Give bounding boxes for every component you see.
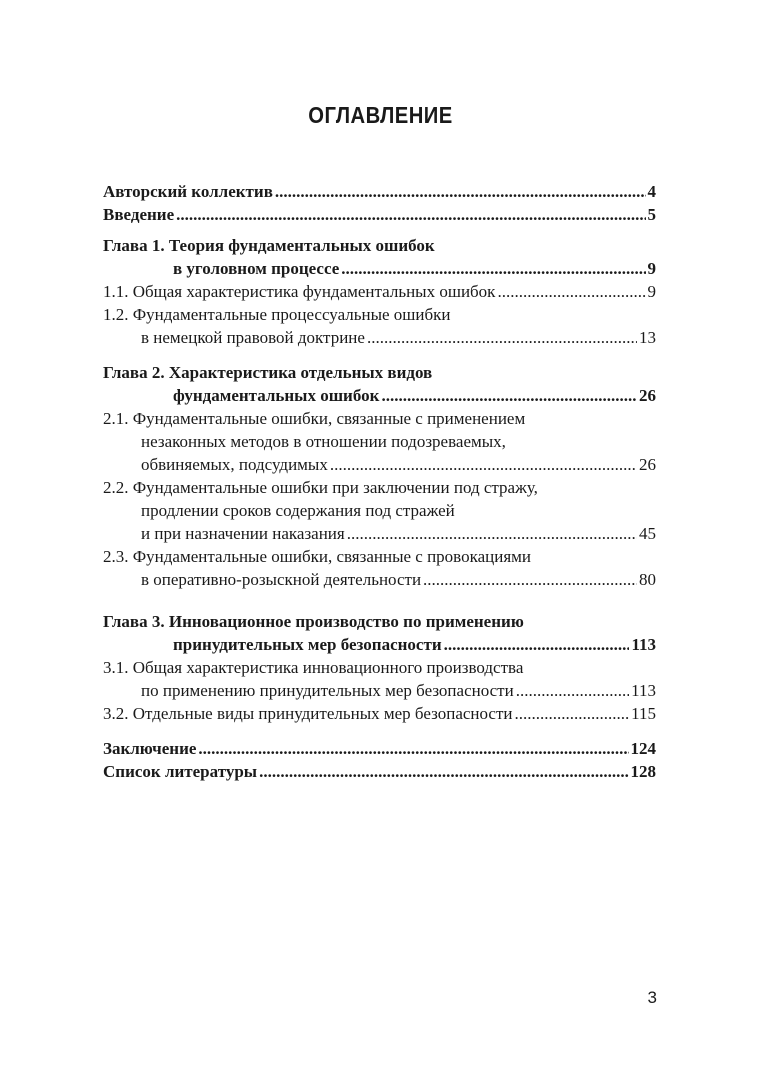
page-number: 3 (647, 988, 657, 1007)
toc-chapter-3-title[interactable]: Глава 3. Инновационное производство по применению (103, 612, 524, 631)
table-of-contents (103, 180, 656, 783)
dot-leader (341, 257, 645, 280)
toc-entry-section-1-2[interactable] (103, 326, 656, 349)
dot-leader (444, 633, 630, 656)
toc-entry-text: в уголовном процессе (173, 259, 340, 278)
toc-page-number: 113 (631, 635, 656, 654)
dot-leader (516, 679, 629, 702)
toc-entry-text: 1.1. Общая характеристика фундаментальных ошибок (103, 282, 496, 301)
dot-leader (381, 384, 637, 407)
toc-entry-text: Список литературы (103, 762, 258, 781)
dot-leader (515, 702, 630, 725)
dot-leader (347, 522, 637, 545)
dot-leader (367, 326, 637, 349)
toc-page-number: 128 (630, 762, 656, 781)
toc-page-number: 80 (639, 570, 656, 589)
toc-entry-section-2-3[interactable] (103, 568, 656, 591)
toc-entry-section-2-1[interactable] (103, 453, 656, 476)
toc-entry-text: Заключение (103, 739, 197, 758)
toc-page-number: 45 (639, 524, 656, 543)
toc-section-1-2-title[interactable]: 1.2. Фундаментальные процессуальные ошибки (103, 305, 451, 324)
toc-entry-intro[interactable] (103, 203, 656, 226)
toc-chapter-2-title[interactable]: Глава 2. Характеристика отдельных видов (103, 363, 433, 382)
toc-page-number: 9 (647, 282, 656, 301)
toc-entry-authors[interactable] (103, 180, 656, 203)
dot-leader (497, 280, 645, 303)
dot-leader (176, 203, 645, 226)
toc-entry-text: в немецкой правовой доктрине (141, 328, 365, 347)
toc-chapter-1-title[interactable]: Глава 1. Теория фундаментальных ошибок (103, 236, 435, 255)
toc-entry-section-3-2[interactable] (103, 702, 656, 725)
toc-section-3-1-title[interactable]: 3.1. Общая характеристика инновационного производства (103, 658, 524, 677)
toc-page-number: 113 (631, 681, 656, 700)
toc-entry-section-1-1[interactable] (103, 280, 656, 303)
toc-page-number: 9 (647, 259, 656, 278)
toc-page-number: 124 (630, 739, 656, 758)
toc-entry-text: фундаментальных ошибок (173, 386, 380, 405)
toc-entry-text: по применению принудительных мер безопасности (141, 681, 514, 700)
toc-page-number: 26 (639, 455, 656, 474)
toc-entry-text: обвиняемых, подсудимых (141, 455, 328, 474)
toc-entry-text: и при назначении наказания (141, 524, 345, 543)
dot-leader (330, 453, 637, 476)
toc-entry-chapter-1[interactable] (103, 257, 656, 280)
toc-section-2-2-title-cont[interactable]: продлении сроков содержания под стражей (141, 501, 455, 520)
toc-page-number: 26 (639, 386, 656, 405)
toc-entry-references[interactable] (103, 760, 656, 783)
toc-page-number: 115 (631, 704, 656, 723)
toc-entry-conclusion[interactable] (103, 737, 656, 760)
toc-page-number: 5 (647, 205, 656, 224)
dot-leader (259, 760, 628, 783)
toc-entry-section-3-1[interactable] (103, 679, 656, 702)
toc-entry-text: Введение (103, 205, 175, 224)
toc-section-2-3-title[interactable]: 2.3. Фундаментальные ошибки, связанные с провокациями (103, 547, 532, 566)
toc-section-2-2-title[interactable]: 2.2. Фундаментальные ошибки при заключении под стражу, (103, 478, 538, 497)
toc-entry-text: Авторский коллектив (103, 182, 273, 201)
toc-entry-section-2-2[interactable] (103, 522, 656, 545)
toc-entry-chapter-2[interactable] (103, 384, 656, 407)
page-title: ОГЛАВЛЕНИЕ (308, 102, 453, 128)
toc-entry-text: в оперативно-розыскной деятельности (141, 570, 422, 589)
toc-section-2-1-title-cont[interactable]: незаконных методов в отношении подозреваемых, (141, 432, 506, 451)
toc-page-number: 4 (647, 182, 656, 201)
toc-entry-text: принудительных мер безопасности (173, 635, 442, 654)
toc-page-number: 13 (639, 328, 656, 347)
toc-entry-chapter-3[interactable] (103, 633, 656, 656)
dot-leader (423, 568, 637, 591)
toc-section-2-1-title[interactable]: 2.1. Фундаментальные ошибки, связанные с применением (103, 409, 526, 428)
toc-entry-text: 3.2. Отдельные виды принудительных мер безопасности (103, 704, 513, 723)
dot-leader (275, 180, 646, 203)
dot-leader (198, 737, 628, 760)
